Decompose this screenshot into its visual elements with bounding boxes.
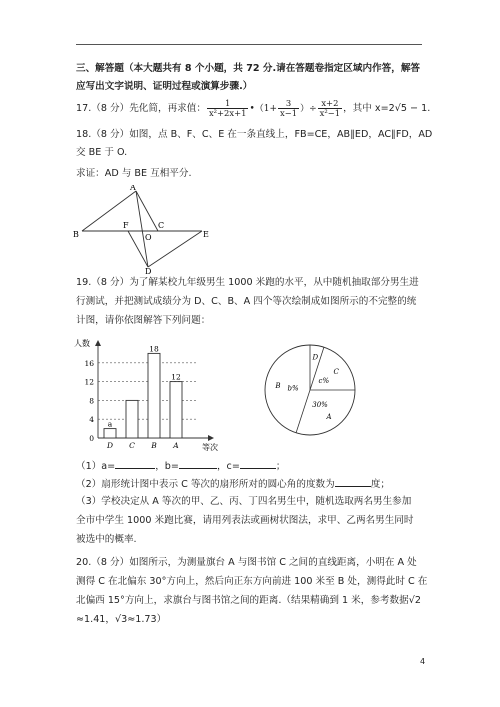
q18-line2: 交 BE 于 O. — [76, 147, 128, 158]
q17-frac-1 — [207, 99, 249, 118]
q17-tail: ，其中 x=2√5 − 1. — [343, 103, 431, 114]
x-tick-label-C: C — [129, 441, 135, 450]
answer-blank-c[interactable] — [240, 458, 276, 469]
y-tick-label: 4 — [89, 415, 94, 425]
y-axis-label: 人数 — [74, 339, 90, 348]
q19-sub1-c-label: ，c= — [216, 461, 240, 472]
bar-C — [126, 400, 138, 438]
section-title: 三、解答题（本大题共有 8 个小题，共 72 分.请在答题卷指定区域内作答，解答 — [76, 63, 421, 74]
pie-pct-C: c% — [318, 376, 330, 385]
question-17 — [76, 98, 430, 122]
pie-label-D: D — [312, 353, 319, 362]
q17-f1-den: x²+2x+1 — [208, 107, 247, 118]
section-title-cont: 应写出文字说明、证明过程或演算步骤.） — [76, 81, 253, 92]
y-tick-label: 16 — [84, 358, 94, 368]
label-E: E — [203, 230, 209, 239]
q17-frac-2 — [278, 99, 299, 118]
bar-value-label-D: a — [107, 419, 113, 429]
pie-label-A: A — [326, 413, 332, 422]
label-F: F — [123, 221, 129, 230]
y-tick-label: 0 — [89, 434, 94, 443]
bar-A — [170, 382, 182, 438]
pie-chart — [250, 340, 370, 440]
x-tick-label-A: A — [173, 441, 179, 450]
q17-f3-num: x+2 — [321, 97, 339, 108]
geometry-figure — [70, 185, 220, 275]
pie-label-C: C — [333, 367, 339, 376]
q17-f2-den: x−1 — [280, 107, 298, 118]
x-tick-label-B: B — [151, 441, 157, 450]
bar-value-label-A: 12 — [171, 372, 181, 382]
answer-blank-b[interactable] — [179, 458, 217, 469]
label-B: B — [73, 230, 79, 239]
y-tick-label: 8 — [89, 396, 94, 406]
q19-line2: 行测试，并把测试成绩分为 D、C、B、A 四个等次绘制成如图所示的不完整的统 — [76, 296, 417, 307]
q19-line3: 计图，请你依图解答下列问题： — [76, 315, 211, 326]
pie-pct-B: b% — [287, 384, 299, 393]
y-tick-label: 12 — [84, 377, 94, 387]
pie-pct-A: 30% — [312, 400, 328, 409]
q17-f2-num: 3 — [285, 97, 292, 108]
q18-line3: 求证：AD 与 BE 互相平分. — [76, 168, 192, 179]
q20-line2: 测得 C 在北偏东 30°方向上，然后向正东方向前进 100 米至 B 处，测得此时 C 在 — [76, 576, 428, 587]
label-D: D — [145, 267, 152, 275]
y-axis-arrow — [95, 340, 101, 346]
q17-frac-3 — [318, 99, 342, 118]
answer-blank-angle[interactable] — [335, 476, 371, 487]
q17-f1-num: 1 — [225, 97, 231, 108]
answer-blank-a[interactable] — [115, 458, 155, 469]
q19-sub2-end: 度； — [370, 479, 390, 490]
page-number: 4 — [420, 657, 426, 666]
q19-sub3-line3: 被选中的概率. — [76, 534, 137, 545]
q17-mid1: •（1+ — [249, 104, 278, 114]
q20-line1: 20.（8 分）如图所示，为测量旗台 A 与图书馆 C 之间的直线距离，小明在 A 处 — [76, 557, 417, 568]
q19-sub1-b-label: ，b= — [155, 461, 179, 472]
q19-sub1-end: ； — [275, 461, 286, 472]
bar-chart — [70, 334, 230, 454]
bar-B — [148, 353, 160, 438]
x-axis-label: 等次 — [202, 443, 218, 452]
label-O: O — [145, 233, 152, 242]
q19-sub2 — [76, 476, 390, 492]
q17-intro: 17.（8 分）先化简，再求值： — [76, 103, 206, 114]
x-tick-label-D: D — [106, 441, 114, 450]
q17-f3-den: x²−1 — [319, 107, 341, 118]
bar-value-label-B: 18 — [149, 344, 159, 354]
q19-sub1-a-label: （1）a= — [76, 461, 116, 472]
q19-sub3-line1: （3）学校决定从 A 等次的甲、乙、丙、丁四名男生中，随机选取两名男生参加 — [76, 496, 412, 507]
pie-label-B: B — [275, 381, 281, 390]
q19-sub2-text: （2）扇形统计图中表示 C 等次的扇形所对的圆心角的度数为 — [76, 479, 335, 490]
label-A: A — [130, 185, 136, 192]
q17-mid2: ）÷ — [300, 104, 317, 114]
q19-sub1 — [76, 458, 285, 474]
x-axis-arrow — [208, 435, 214, 441]
q18-line1: 18.（8 分）如图，点 B、F、C、E 在一条直线上，FB=CE，AB∥ED，AC∥FD，AD — [76, 129, 433, 140]
q20-line3: 北偏西 15°方向上，求旗台与图书馆之间的距离.（结果精确到 1 米，参考数据√2 — [76, 595, 421, 606]
q19-sub3-line2: 全市中学生 1000 米跑比赛，请用列表法或画树状图法，求甲、乙两名男生同时 — [76, 515, 414, 526]
top-rule — [76, 44, 422, 45]
q20-line4: ≈1.41，√3≈1.73） — [76, 614, 167, 625]
q19-line1: 19.（8 分）为了解某校九年级男生 1000 米跑的水平，从中随机抽取部分男生进 — [76, 277, 419, 288]
label-C: C — [158, 221, 165, 230]
bar-D — [104, 429, 116, 438]
